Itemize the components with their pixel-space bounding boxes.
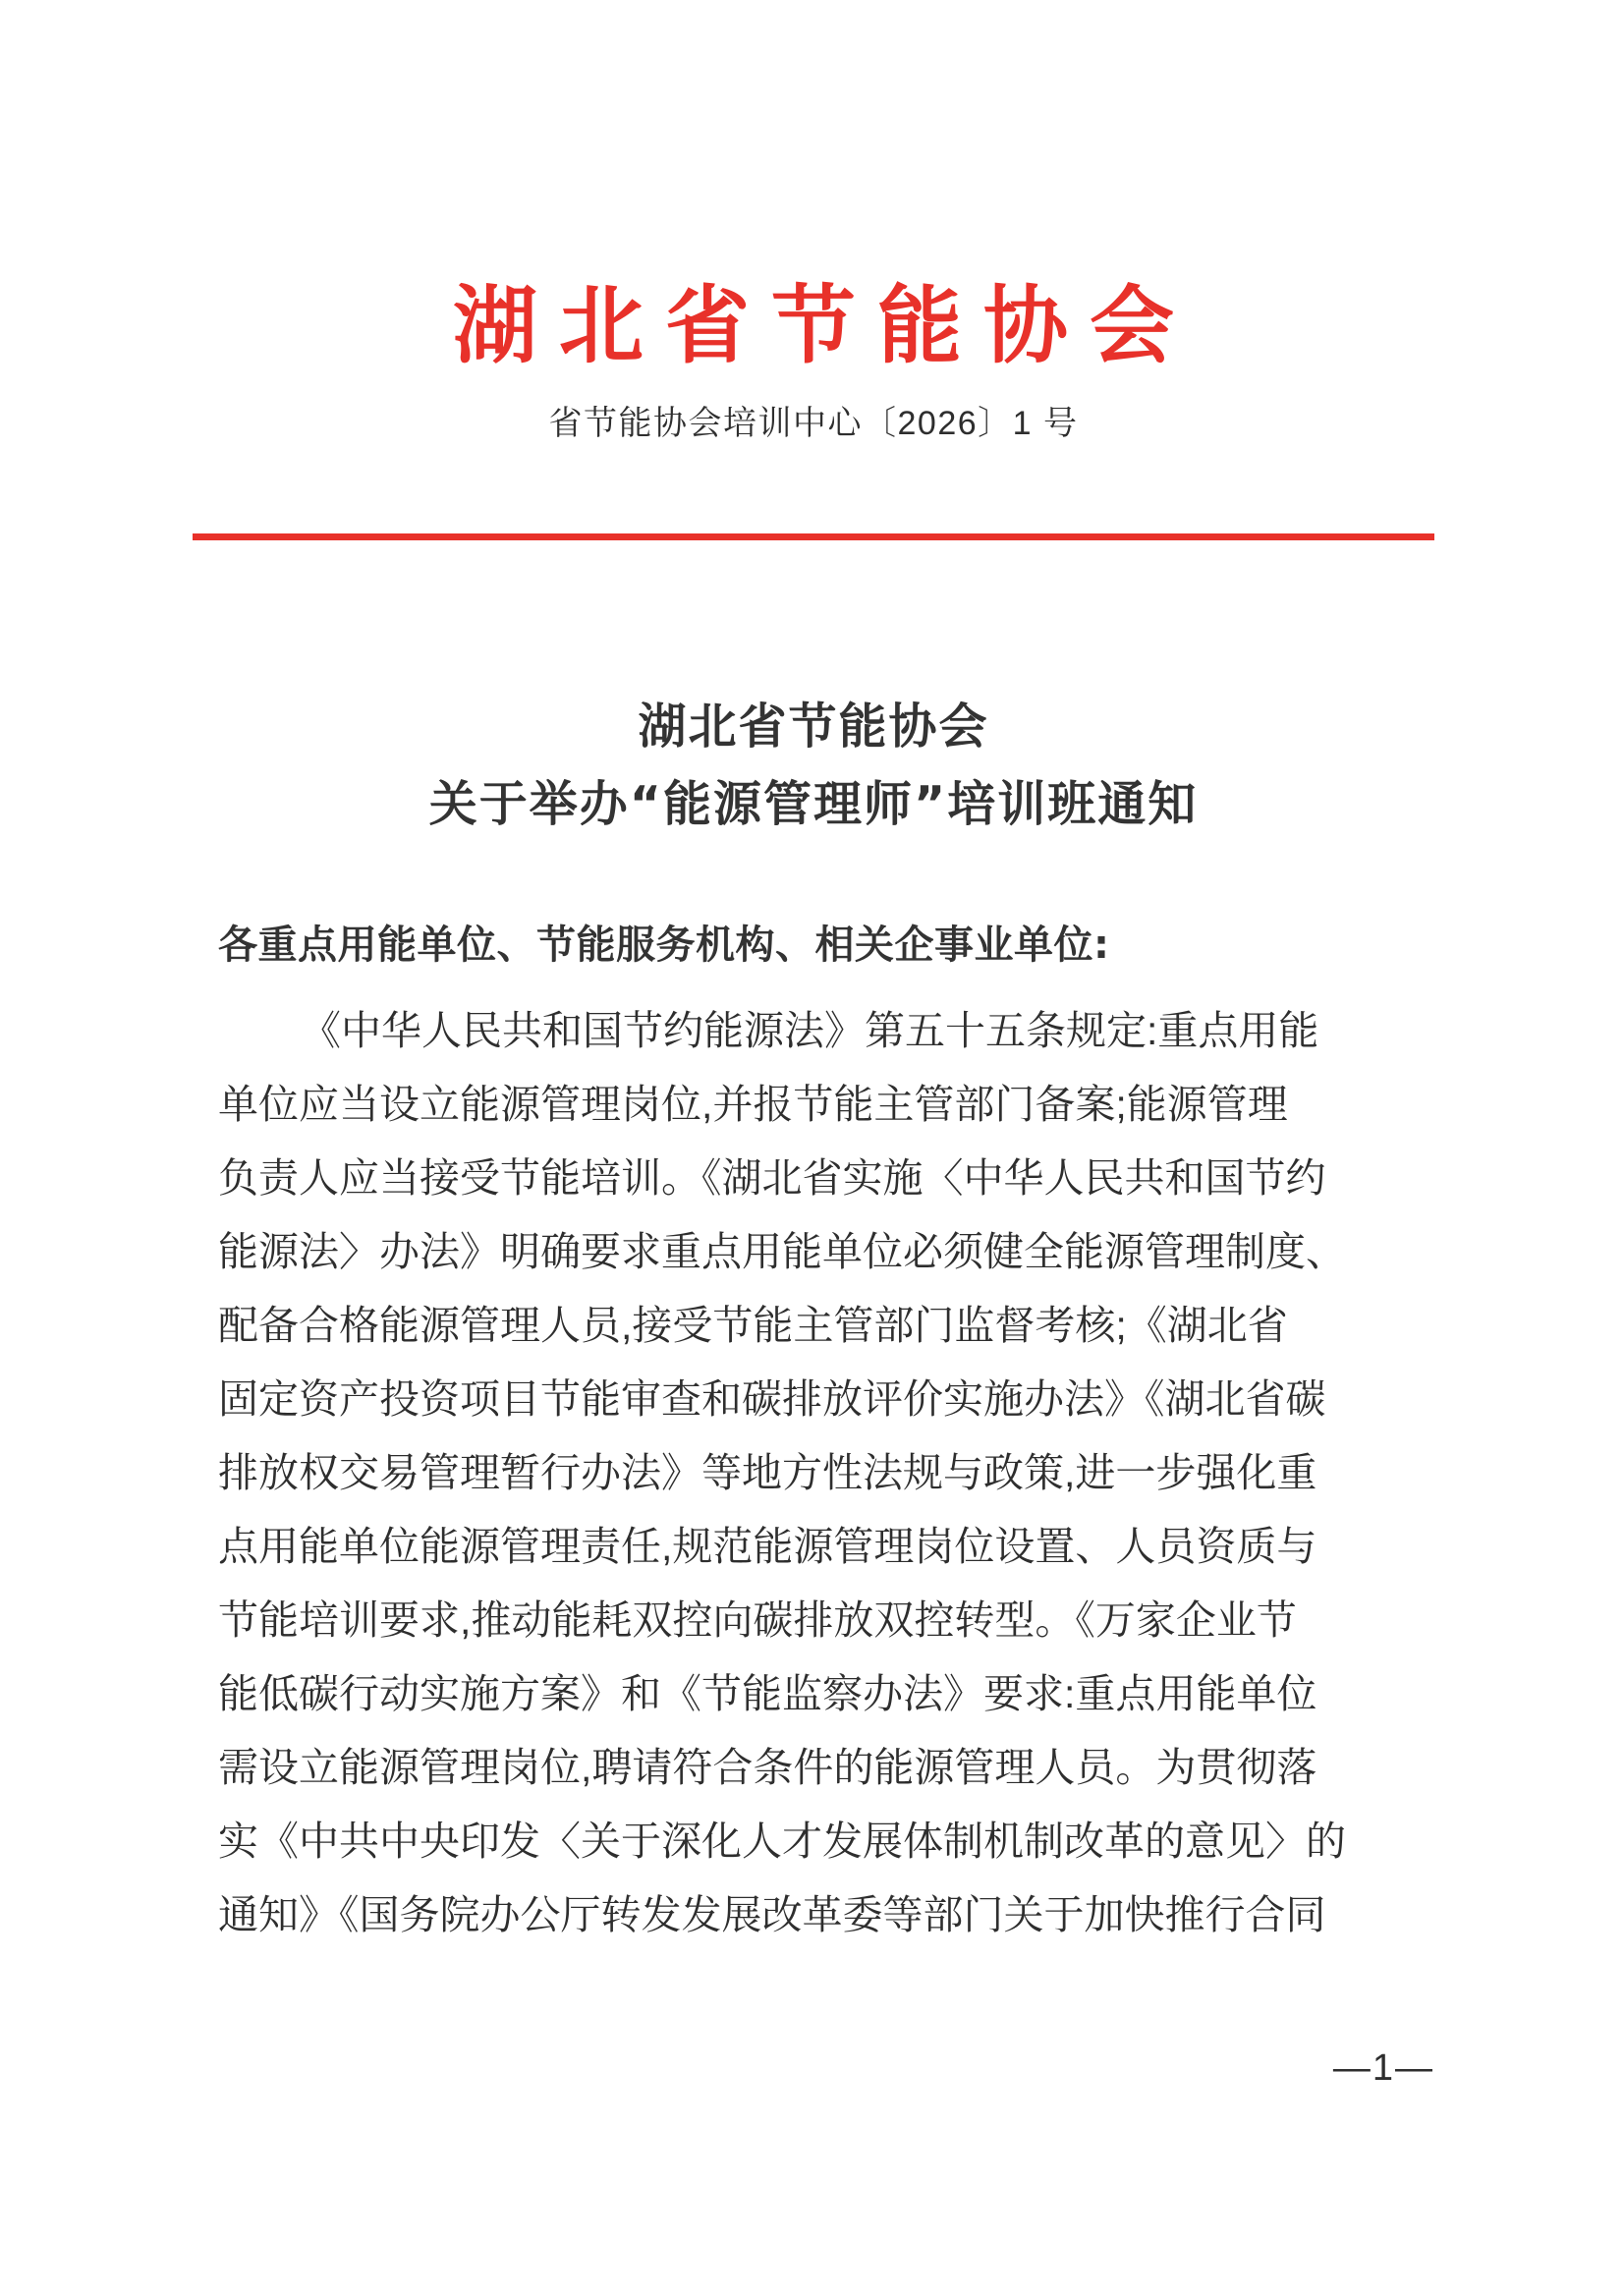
body-line: 负责人应当接受节能培训。《湖北省实施〈中华人民共和国节约 [218,1155,1326,1201]
body-line: 排放权交易管理暂行办法》等地方性法规与政策,进一步强化重 [218,1450,1317,1495]
organization-title: 湖北省节能协会 [453,277,1196,375]
body-line: 实《中共中央印发〈关于深化人才发展体制机制改革的意见〉的 [218,1819,1346,1864]
document-title [193,688,1434,844]
body-line: 能低碳行动实施方案》和《节能监察办法》要求:重点用能单位 [218,1671,1317,1716]
document-title-line-1: 湖北省节能协会 [638,699,989,755]
red-divider-rule [193,533,1434,540]
document-number: 省节能协会培训中心〔2026〕1 号 [548,404,1079,442]
body-line: 《中华人民共和国节约能源法》第五十五条规定:重点用能 [301,1008,1319,1053]
body-line: 单位应当设立能源管理岗位,并报节能主管部门备案;能源管理 [218,1082,1288,1127]
body-line: 节能培训要求,推动能耗双控向碳排放双控转型。《万家企业节 [218,1597,1297,1643]
body-line: 配备合格能源管理人员,接受节能主管部门监督考核;《湖北省 [218,1303,1288,1348]
body-line: 固定资产投资项目节能审查和碳排放评价实施办法》《湖北省碳 [218,1376,1326,1422]
document-title-line-2: 关于举办“能源管理师”培训班通知 [428,776,1199,833]
salutation: 各重点用能单位、节能服务机构、相关企事业单位: [218,923,1110,968]
body-line: 能源法〉办法》明确要求重点用能单位必须健全能源管理制度、 [218,1229,1346,1274]
body-line: 需设立能源管理岗位,聘请符合条件的能源管理人员。为贯彻落 [218,1745,1317,1790]
page-number: —1— [1332,2047,1434,2089]
body-line: 点用能单位能源管理责任,规范能源管理岗位设置、人员资质与 [218,1524,1317,1569]
letterhead [193,277,1434,445]
body-line: 通知》《国务院办公厅转发发展改革委等部门关于加快推行合同 [218,1892,1326,1937]
body-text [218,994,1446,1952]
